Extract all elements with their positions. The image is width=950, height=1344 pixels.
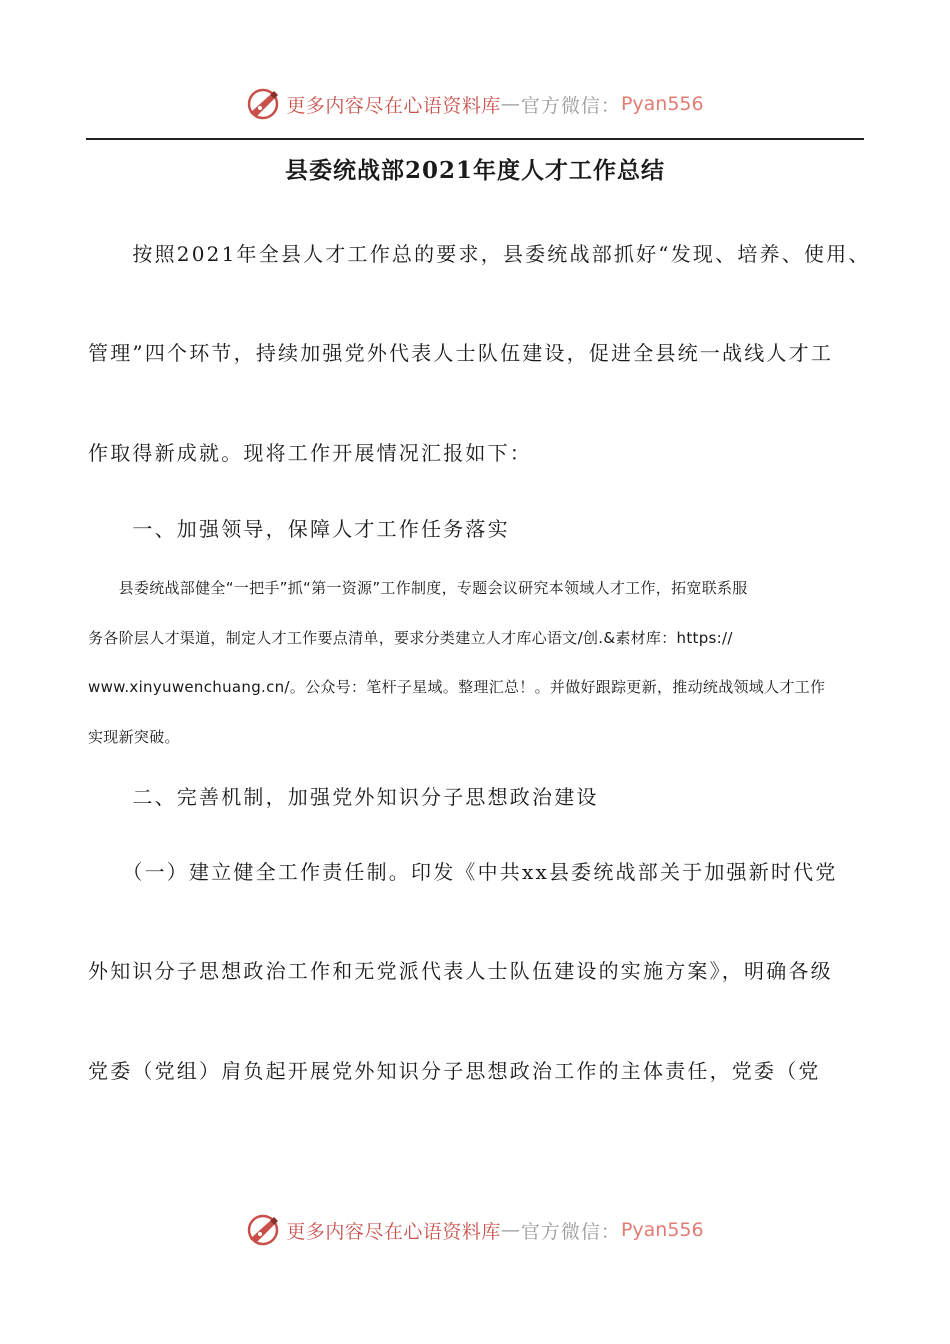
pen-nib-circle-icon: [246, 1213, 280, 1247]
intro-line-1: 按照2021年全县人才工作总的要求，县委统战部抓好“发现、培养、使用、: [88, 242, 871, 266]
header-banner: [0, 84, 950, 124]
document-title: 县委统战部2021年度人才工作总结: [284, 157, 665, 184]
banner-main-text: 更多内容尽在心语资料库: [286, 94, 501, 117]
para1-line-2: 务各阶层人才渠道，制定人才工作要点清单，要求分类建立人才库心语文/创.&素材库：https://: [88, 629, 733, 647]
pen-nib-circle-icon: [246, 87, 280, 121]
banner-wechat-label: 官方微信：: [520, 94, 621, 117]
banner-dash: —: [500, 1219, 521, 1241]
banner-wechat-id: Pyan556: [620, 93, 704, 115]
intro-line-2: 管理”四个环节，持续加强党外代表人士队伍建设，促进全县统一战线人才工: [88, 341, 834, 365]
para1-line-4: 实现新突破。: [88, 728, 180, 746]
intro-line-3: 作取得新成就。现将工作开展情况汇报如下：: [88, 441, 532, 465]
sub1-line-1: （一）建立健全工作责任制。印发《中共xx县委统战部关于加强新时代党: [88, 860, 838, 884]
section-heading-1: 一、加强领导，保障人才工作任务落实: [88, 517, 510, 541]
banner-main-text: 更多内容尽在心语资料库: [286, 1220, 501, 1243]
para1-line-3: www.xinyuwenchuang.cn/。公众号：笔杆子星域。整理汇总！。并做好跟踪更新，推动统战领域人才工作: [88, 678, 826, 696]
footer-banner: [0, 1210, 950, 1250]
banner-dash: —: [500, 93, 521, 115]
header-rule: [86, 138, 864, 140]
para1-line-1: 县委统战部健全“一把手”抓“第一资源”工作制度，专题会议研究本领域人才工作，拓宽联系服: [88, 579, 748, 597]
banner-wechat-label: 官方微信：: [520, 1220, 621, 1243]
sub1-line-2: 外知识分子思想政治工作和无党派代表人士队伍建设的实施方案》，明确各级: [88, 959, 833, 983]
sub1-line-3: 党委（党组）肩负起开展党外知识分子思想政治工作的主体责任，党委（党: [88, 1059, 821, 1083]
banner-wechat-id: Pyan556: [620, 1219, 704, 1241]
section-heading-2: 二、完善机制，加强党外知识分子思想政治建设: [88, 785, 599, 809]
